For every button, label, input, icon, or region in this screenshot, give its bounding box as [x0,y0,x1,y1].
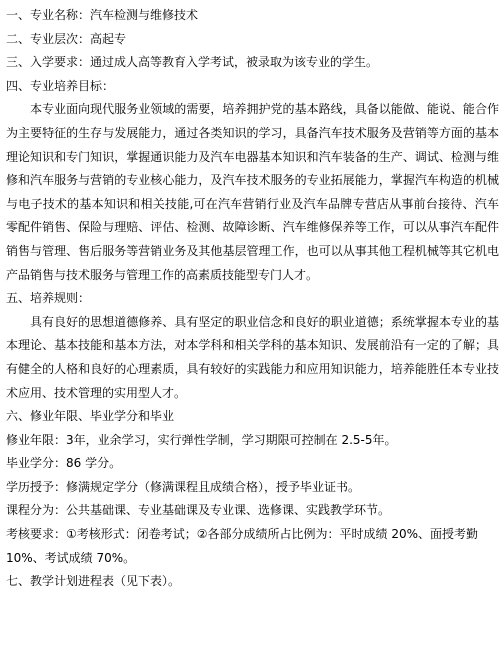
teaching-plan-heading: 七、教学计划进程表（见下表）。 [6,574,181,589]
graduation-credits: 毕业学分：86 学分。 [6,456,122,471]
major-name: 一、专业名称：汽车检测与维修技术 [6,8,199,22]
study-years-heading: 六、修业年限、毕业学分和毕业 [6,409,175,424]
assessment-requirement-cont: 10%、考试成绩 70%。 [6,550,136,565]
training-rules-paragraph: 具有良好的思想道德修养、具有坚定的职业信念和良好的职业道德；系统掌握本专业的基本理论、基本技能和基本方法，对本学科和相关学科的基本知识、发展前沿有一定的了解；具有健全的人格和良好的心理素质，具有较好的实践能力和应用知识能力，培养能胜任本专业技术应用、技术管理的实用型人才。 [6,314,499,400]
major-level: 二、专业层次：高起专 [6,31,127,46]
admission-requirement: 三、入学要求：通过成人高等教育入学考试，被录取为该专业的学生。 [6,55,379,70]
assessment-requirement: 考核要求：①考核形式：闭卷考试；②各部分成绩所占比例为：平时成绩 20%、面授考勤 [6,527,479,542]
training-goal-paragraph: 本专业面向现代服务业领域的需要，培养拥护党的基本路线，具备以能做、能说、能合作为主要特征的生存与发展能力，通过各类知识的学习，具备汽车技术服务及营销等方面的基本理论知识和专门知识，掌握通识能力及汽车电器基本知识和汽车装备的生产、调试、检测与维修和汽车服务与营销的专业核心能力，及汽车技术服务的专业拓展能力，掌握汽车构造的机械与电子技术的基本知识和相关技能,可在汽车营销行业及汽车品牌专营店从事前台接待、汽车零配件销售、保险与理赔、评估、检测、故障诊断、汽车维修保养等工作，可以从事汽车配件销售与管理、售后服务等营销业务及其他基层管理工作，也可以从事其他工程机械等其它机电产品销售与技术服务与管理工作的高素质技能型专门人才。 [6,102,499,282]
study-years: 修业年限：3年，业余学习，实行弹性学制，学习期限可控制在 2.5-5年。 [6,432,397,447]
degree-award: 学历授予：修满规定学分（修满课程且成绩合格），授予毕业证书。 [6,479,361,494]
training-rules-heading: 五、培养规则： [6,291,91,306]
course-categories: 课程分为：公共基础课、专业基础课及专业课、选修课、实践教学环节。 [6,503,391,518]
training-goal-heading: 四、专业培养目标： [6,78,115,93]
